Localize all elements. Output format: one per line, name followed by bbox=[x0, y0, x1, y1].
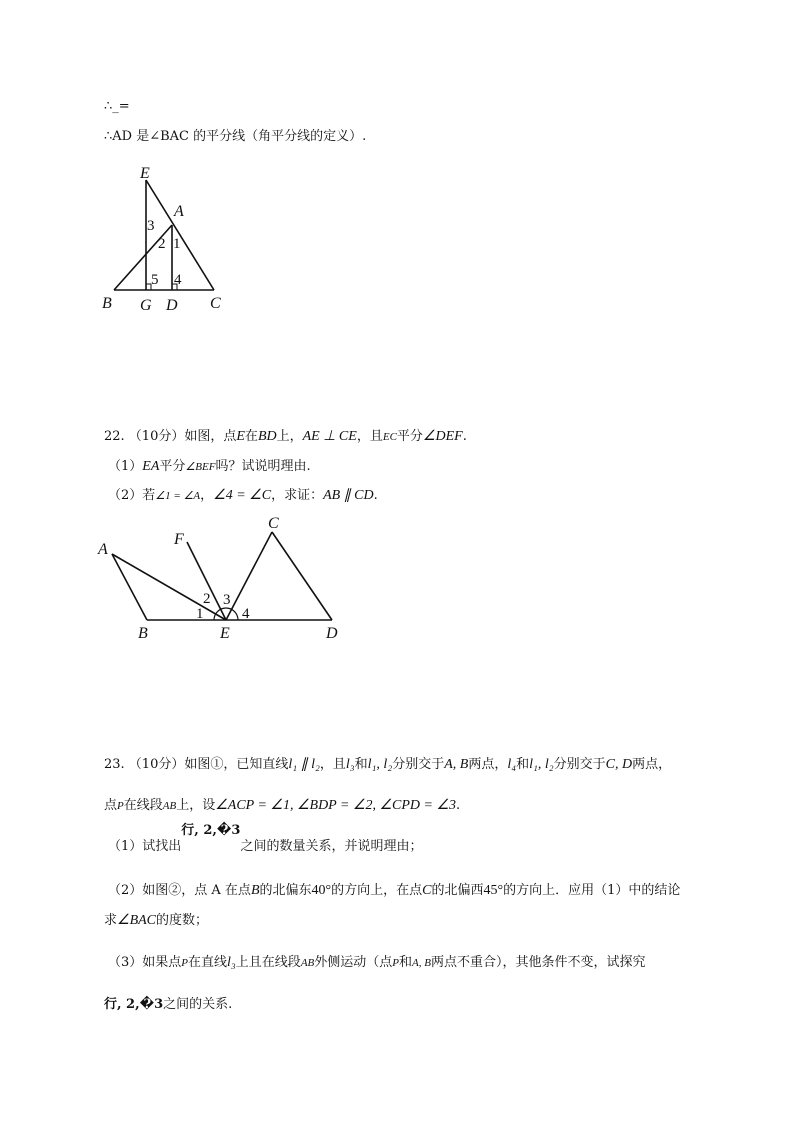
text: 两点， bbox=[468, 757, 508, 772]
conclusion-line: ∴AD 是∠BAC 的平分线（角平分线的定义）. bbox=[104, 129, 367, 144]
text: 的度数； bbox=[156, 913, 209, 928]
garbled-symbol: 行, 2,�3 bbox=[104, 997, 164, 1012]
text: 外侧运动（点 bbox=[314, 955, 393, 970]
q23-part1 bbox=[108, 823, 423, 856]
math-A-B: A, B bbox=[412, 957, 431, 969]
figure-2 bbox=[92, 512, 362, 647]
math-AB-parallel-CD: AB ∥ CD bbox=[323, 488, 374, 503]
text: 平分 bbox=[159, 459, 186, 474]
text: ， bbox=[200, 488, 214, 503]
math-45-degrees: 45° bbox=[483, 883, 504, 898]
text-line bbox=[104, 98, 130, 116]
label-B: B bbox=[138, 625, 148, 642]
text: （3）如果点 bbox=[108, 955, 182, 970]
figure-1 bbox=[96, 160, 236, 320]
math-l1-parallel-l2: l₁ ∥ l₂ bbox=[288, 757, 320, 772]
therefore-line: ∴_= bbox=[104, 99, 130, 114]
math-l3: l₃ bbox=[227, 955, 236, 970]
math-AB: AB bbox=[162, 800, 177, 812]
math-angle-BAC: ∠BAC bbox=[117, 913, 157, 928]
text: 两点， bbox=[632, 757, 672, 772]
math-C: C bbox=[422, 883, 432, 898]
q23-stem bbox=[104, 756, 671, 774]
text: 点 bbox=[104, 798, 118, 813]
label-C: C bbox=[210, 295, 221, 312]
angle-2: 2 bbox=[158, 236, 166, 252]
math-l3: l₃ bbox=[345, 757, 355, 772]
text: 两点不重合），其他条件不变，试探究 bbox=[430, 955, 646, 970]
math-angle-defs: ∠ACP = ∠1, ∠BDP = ∠2, ∠CPD = ∠3 bbox=[215, 798, 457, 813]
label-D: D bbox=[166, 297, 178, 314]
angle-3: 3 bbox=[147, 218, 155, 234]
math-P: P bbox=[392, 957, 400, 969]
angle-2: 2 bbox=[203, 591, 211, 607]
text: 和 bbox=[399, 955, 413, 970]
text: 吗？试说明理由. bbox=[215, 459, 311, 474]
math-P: P bbox=[117, 800, 124, 812]
text: 在直线 bbox=[188, 955, 228, 970]
text: 的北偏东 bbox=[259, 883, 312, 898]
label-A: A bbox=[174, 203, 184, 220]
q22-part1 bbox=[108, 458, 311, 476]
q22-stem bbox=[104, 428, 467, 446]
text: . bbox=[373, 488, 378, 503]
text: 和 bbox=[354, 757, 368, 772]
label-C: C bbox=[268, 515, 279, 532]
math-40-degrees: 40° bbox=[311, 883, 332, 898]
text: ，且 bbox=[356, 429, 383, 444]
math-l1-l2: l₁, l₂ bbox=[367, 757, 393, 772]
q23-line2 bbox=[104, 797, 460, 815]
text: . bbox=[456, 798, 461, 813]
q23-part3 bbox=[108, 954, 646, 972]
label-E: E bbox=[220, 625, 230, 642]
q22-part2 bbox=[108, 487, 378, 505]
math-angle-BEF: ∠BEF bbox=[185, 461, 216, 473]
math-angle4-eq-C: ∠4 = ∠C bbox=[213, 488, 272, 503]
text: 分别交于 bbox=[392, 757, 445, 772]
text-line bbox=[104, 128, 366, 146]
math-BD: BD bbox=[257, 429, 277, 444]
math-perp: AE ⊥ CE bbox=[302, 429, 357, 444]
math-B: B bbox=[250, 883, 260, 898]
text: ，且 bbox=[319, 757, 346, 772]
label-D: D bbox=[326, 625, 338, 642]
math-angle-DEF: ∠DEF bbox=[422, 429, 463, 444]
text: . bbox=[462, 429, 467, 444]
text: 平分 bbox=[396, 429, 423, 444]
text: 上， bbox=[276, 429, 303, 444]
label-B: B bbox=[102, 295, 112, 312]
text: 在线段 bbox=[123, 798, 163, 813]
text: 之间的关系. bbox=[163, 997, 233, 1012]
text: （2）若 bbox=[108, 488, 156, 503]
text: 的方向上．应用（1）中的结论 bbox=[503, 883, 681, 898]
text: 求 bbox=[104, 913, 118, 928]
math-EC: EC bbox=[382, 431, 397, 443]
label-A: A bbox=[98, 541, 108, 558]
angle-1: 1 bbox=[173, 236, 181, 252]
math-E: E bbox=[236, 429, 245, 444]
label-F: F bbox=[174, 531, 184, 548]
text: ，求证： bbox=[271, 488, 324, 503]
text: （2）如图②，点 A 在点 bbox=[108, 883, 251, 898]
q23-part2-cont bbox=[104, 912, 208, 930]
math-AB: AB bbox=[300, 957, 315, 969]
angle-5: 5 bbox=[151, 272, 159, 288]
garbled-symbol: 行, 2,�3 bbox=[181, 823, 241, 838]
math-C-D: C, D bbox=[605, 757, 633, 772]
text: 分别交于 bbox=[553, 757, 606, 772]
q22-head: 22. （10分）如图，点 bbox=[104, 429, 237, 444]
angle-4: 4 bbox=[174, 272, 182, 288]
math-EA: EA bbox=[142, 459, 160, 474]
math-A-B: A, B bbox=[444, 757, 469, 772]
math-l4: l₄ bbox=[507, 757, 517, 772]
angle-4: 4 bbox=[242, 606, 250, 622]
text: 的北偏西 bbox=[431, 883, 484, 898]
math-l1-l2: l₁, l₂ bbox=[529, 757, 554, 772]
q23-part3-cont bbox=[104, 996, 232, 1014]
angle-1: 1 bbox=[196, 606, 204, 622]
text: 之间的数量关系，并说明理由； bbox=[240, 839, 423, 854]
text: （1）试找出 bbox=[108, 839, 182, 854]
angle-3: 3 bbox=[223, 592, 231, 608]
text: 上且在线段 bbox=[235, 955, 301, 970]
text: （1） bbox=[108, 459, 143, 474]
text: 上，设 bbox=[176, 798, 216, 813]
q23-head: 23. （10分）如图①，已知直线 bbox=[104, 757, 289, 772]
math-angle1-eq-A: ∠1 = ∠A bbox=[155, 490, 201, 502]
math-P: P bbox=[181, 957, 189, 969]
text: 在 bbox=[244, 429, 258, 444]
text: 的方向上，在点 bbox=[331, 883, 423, 898]
label-E: E bbox=[140, 165, 150, 182]
label-G: G bbox=[140, 297, 152, 314]
text: 和 bbox=[516, 757, 530, 772]
q23-part2 bbox=[108, 882, 680, 900]
